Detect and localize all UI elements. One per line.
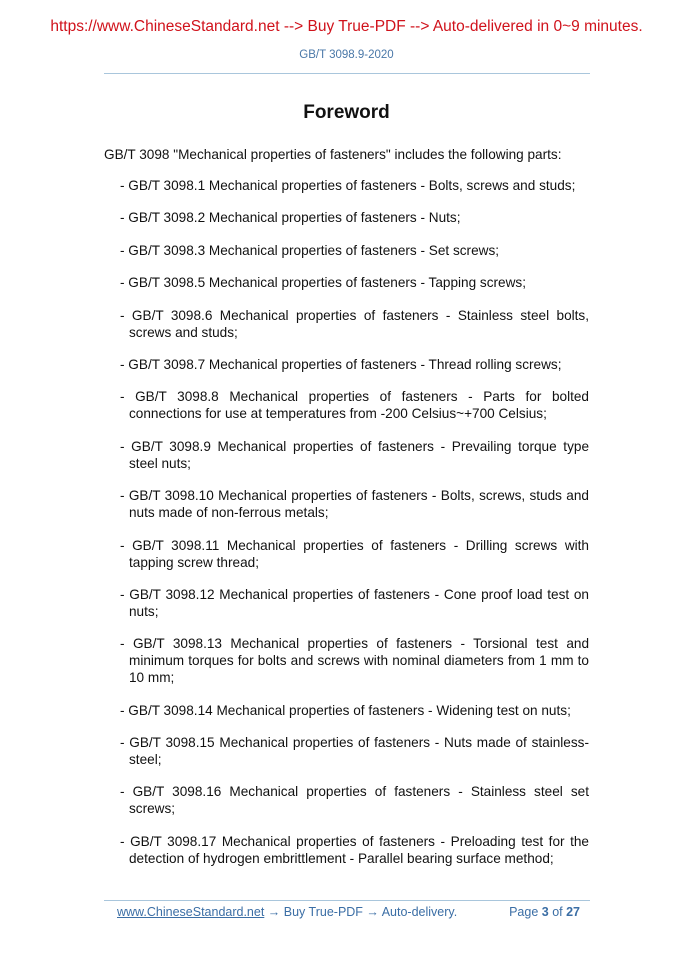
list-item: - GB/T 3098.5 Mechanical properties of fasteners - Tapping screws; (120, 275, 526, 291)
list-item: - GB/T 3098.8 Mechanical properties of fasteners - Parts for bolted connections for use at temperatures from -200 Celsius~+700 Celsius; (120, 389, 589, 422)
page-number (509, 905, 580, 919)
list-item: - GB/T 3098.15 Mechanical properties of fasteners - Nuts made of stainless-steel; (120, 735, 589, 768)
list-item: - GB/T 3098.2 Mechanical properties of fasteners - Nuts; (120, 210, 461, 226)
list-item: - GB/T 3098.9 Mechanical properties of fasteners - Prevailing torque type steel nuts; (120, 438, 589, 471)
header-divider (104, 73, 590, 74)
footer-promo (117, 905, 457, 919)
list-item: - GB/T 3098.10 Mechanical properties of fasteners - Bolts, screws, studs and nuts made of non-ferrous metals; (120, 488, 589, 521)
list-item: - GB/T 3098.14 Mechanical properties of fasteners - Widening test on nuts; (120, 702, 571, 718)
list-item: - GB/T 3098.13 Mechanical properties of fasteners - Torsional test and minimum torques for bolts and screws with nominal diameters from 1 mm to 10 mm; (120, 636, 589, 686)
footer-divider (104, 900, 590, 901)
page-label: Page (509, 905, 542, 919)
list-item: - GB/T 3098.12 Mechanical properties of fasteners - Cone proof load test on nuts; (120, 586, 589, 619)
of-label: of (548, 905, 567, 919)
list-item: - GB/T 3098.16 Mechanical properties of fasteners - Stainless steel set screws; (120, 784, 589, 817)
parts-list (120, 177, 589, 882)
promo-banner[interactable]: https://www.ChineseStandard.net --> Buy True-PDF --> Auto-delivered in 0~9 minutes. (50, 18, 643, 35)
current-page: 3 (541, 905, 549, 919)
intro-paragraph: GB/T 3098 "Mechanical properties of fasteners" includes the following parts: (104, 147, 562, 162)
list-item: - GB/T 3098.3 Mechanical properties of fasteners - Set screws; (120, 242, 500, 258)
footer (117, 905, 580, 919)
total-pages: 27 (566, 905, 580, 919)
page-title: Foreword (303, 102, 390, 123)
list-item: - GB/T 3098.11 Mechanical properties of fasteners - Drilling screws with tapping screw thread; (120, 537, 589, 570)
list-item: - GB/T 3098.17 Mechanical properties of fasteners - Preloading test for the detection of hydrogen embrittlement - Parallel bearing surface method; (120, 833, 589, 866)
list-item: - GB/T 3098.7 Mechanical properties of fasteners - Thread rolling screws; (120, 356, 562, 372)
footer-text: → Buy True-PDF → Auto-delivery. (264, 905, 458, 919)
document-id: GB/T 3098.9-2020 (299, 49, 394, 61)
footer-link[interactable]: www.ChineseStandard.net (117, 905, 265, 919)
list-item: - GB/T 3098.6 Mechanical properties of fasteners - Stainless steel bolts, screws and studs; (120, 307, 589, 340)
list-item: - GB/T 3098.1 Mechanical properties of fasteners - Bolts, screws and studs; (120, 178, 576, 193)
